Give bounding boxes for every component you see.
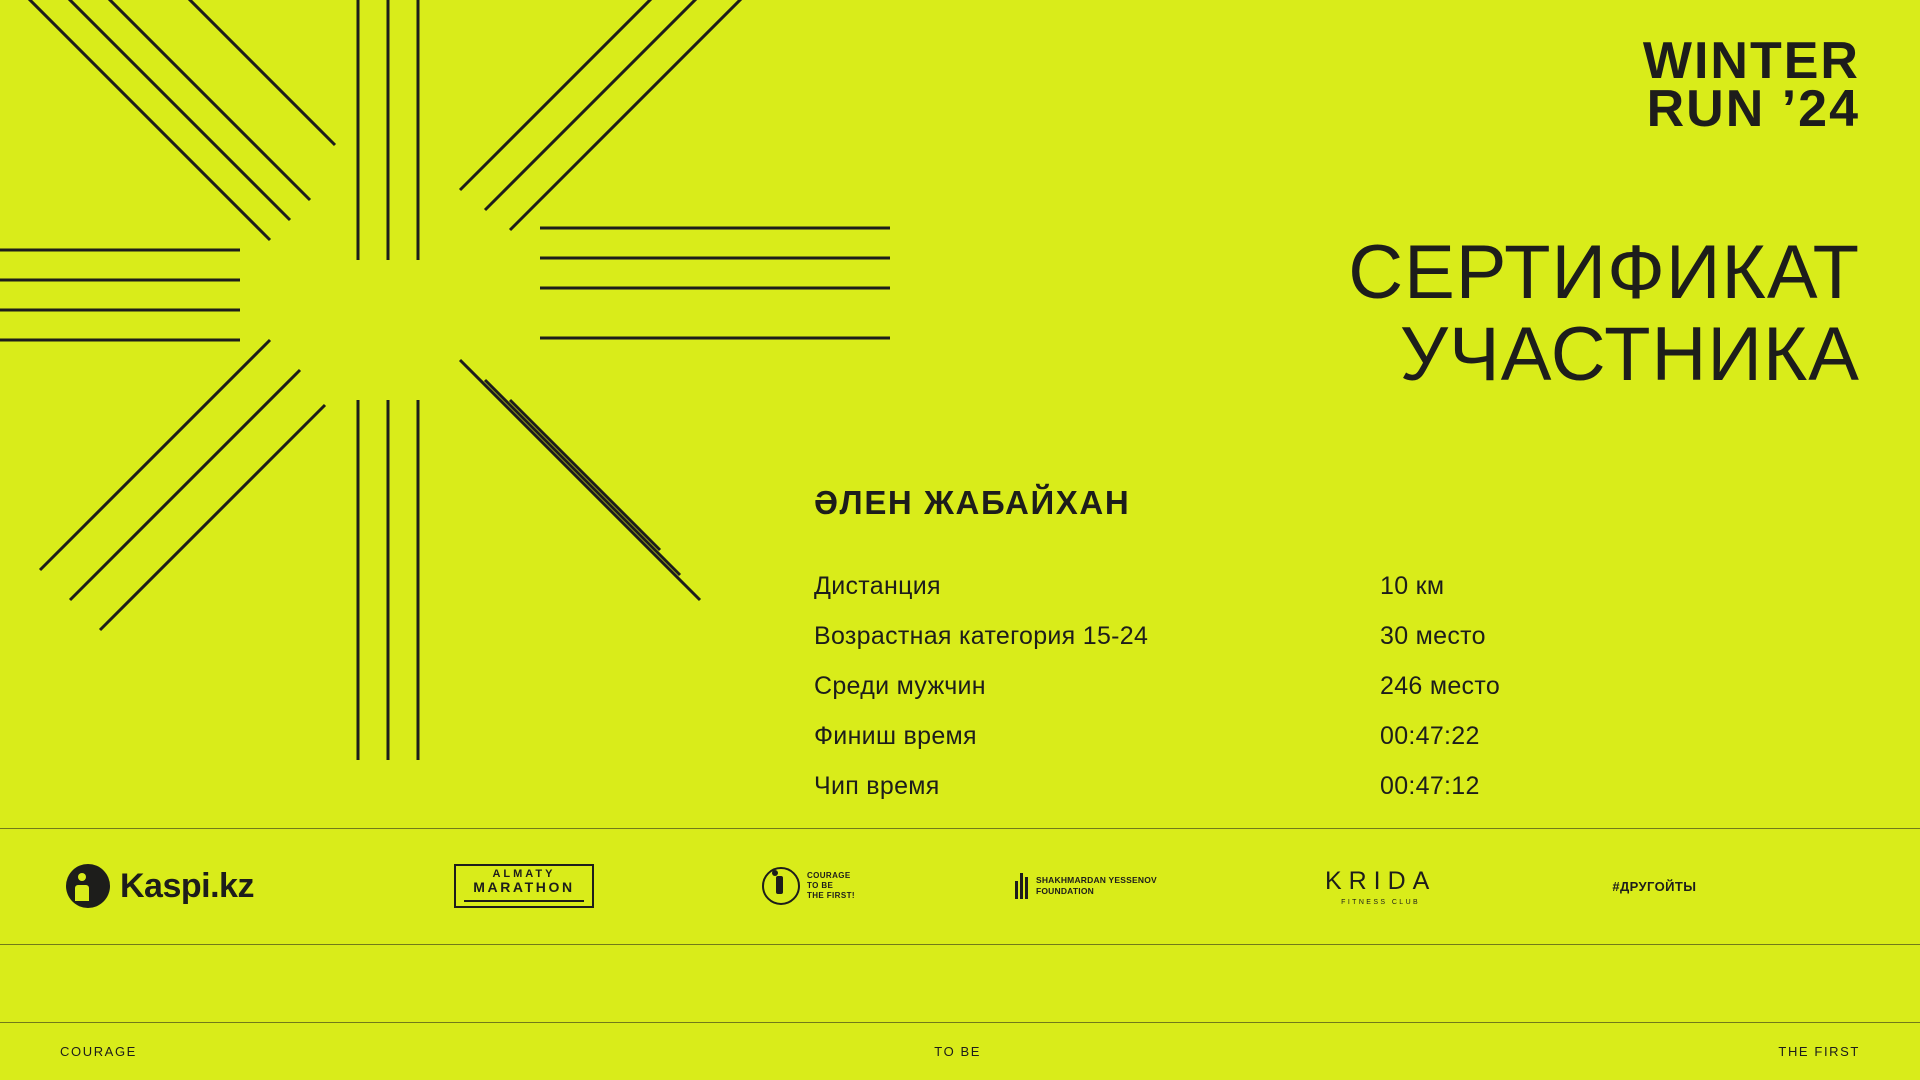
kaspi-logo-icon: [66, 864, 110, 908]
table-row: [814, 572, 1614, 622]
divider-middle: [0, 944, 1920, 945]
result-label: Финиш время: [814, 722, 977, 750]
sponsor-kaspi: [66, 828, 254, 944]
result-value: 10 км: [1380, 572, 1445, 600]
sponsor-courage-line1: COURAGE: [806, 871, 851, 880]
sponsor-kaspi-label: Kaspi.kz: [120, 866, 254, 905]
footer-left-text: COURAGE: [60, 1043, 137, 1059]
starburst-decoration-icon: [0, 0, 940, 800]
almaty-rule-decoration: [464, 900, 584, 902]
result-label: Чип время: [814, 772, 940, 800]
sponsor-almaty-line1: ALMATY: [492, 867, 556, 880]
sponsor-almaty-line2: MARATHON: [473, 879, 575, 896]
page-title: [1348, 232, 1860, 396]
page-title-line1: СЕРТИФИКАТ: [1348, 230, 1860, 315]
results-table: [814, 572, 1614, 822]
page-title-line2: УЧАСТНИКА: [1399, 312, 1860, 398]
footer-bar: [0, 1022, 1920, 1080]
table-row: [814, 672, 1614, 722]
table-row: [814, 772, 1614, 822]
sponsor-drugoyty: [1612, 828, 1696, 944]
result-value: 00:47:12: [1380, 772, 1480, 800]
sponsor-yessenov-line1: SHAKHMARDAN YESSENOV: [1035, 874, 1157, 885]
sponsor-courage-line3: THE FIRST!: [806, 891, 855, 900]
sponsor-almaty-marathon: [454, 828, 594, 944]
result-label: Возрастная категория 15-24: [814, 622, 1149, 650]
result-value: 246 место: [1380, 672, 1501, 700]
sponsor-strip: [0, 828, 1920, 944]
courage-runner-icon: [762, 867, 800, 905]
event-title-line2: RUN ’24: [1646, 79, 1860, 138]
sponsor-drugoyty-label: #ДРУГОЙТЫ: [1612, 878, 1697, 894]
result-label: Дистанция: [814, 572, 941, 600]
sponsor-krida-sublabel: FITNESS CLUB: [1341, 898, 1421, 906]
table-row: [814, 722, 1614, 772]
sponsor-yessenov-foundation: [1015, 828, 1157, 944]
result-label: Среди мужчин: [814, 672, 986, 700]
footer-center-text: TO BE: [934, 1043, 982, 1059]
result-value: 30 место: [1380, 622, 1486, 650]
participant-name: ӘЛЕН ЖАБАЙХАН: [814, 484, 1131, 521]
sponsor-courage-fund: [762, 828, 855, 944]
event-title: [1642, 32, 1860, 138]
sponsor-krida: [1325, 828, 1436, 944]
yessenov-bars-icon: [1015, 873, 1028, 899]
table-row: [814, 622, 1614, 672]
result-value: 00:47:22: [1380, 722, 1480, 750]
event-title-line1: WINTER: [1642, 32, 1860, 90]
sponsor-courage-line2: TO BE: [806, 881, 834, 890]
footer-right-text: THE FIRST: [1778, 1043, 1860, 1059]
sponsor-krida-label: KRIDA: [1324, 866, 1437, 895]
sponsor-yessenov-line2: FOUNDATION: [1035, 886, 1094, 896]
